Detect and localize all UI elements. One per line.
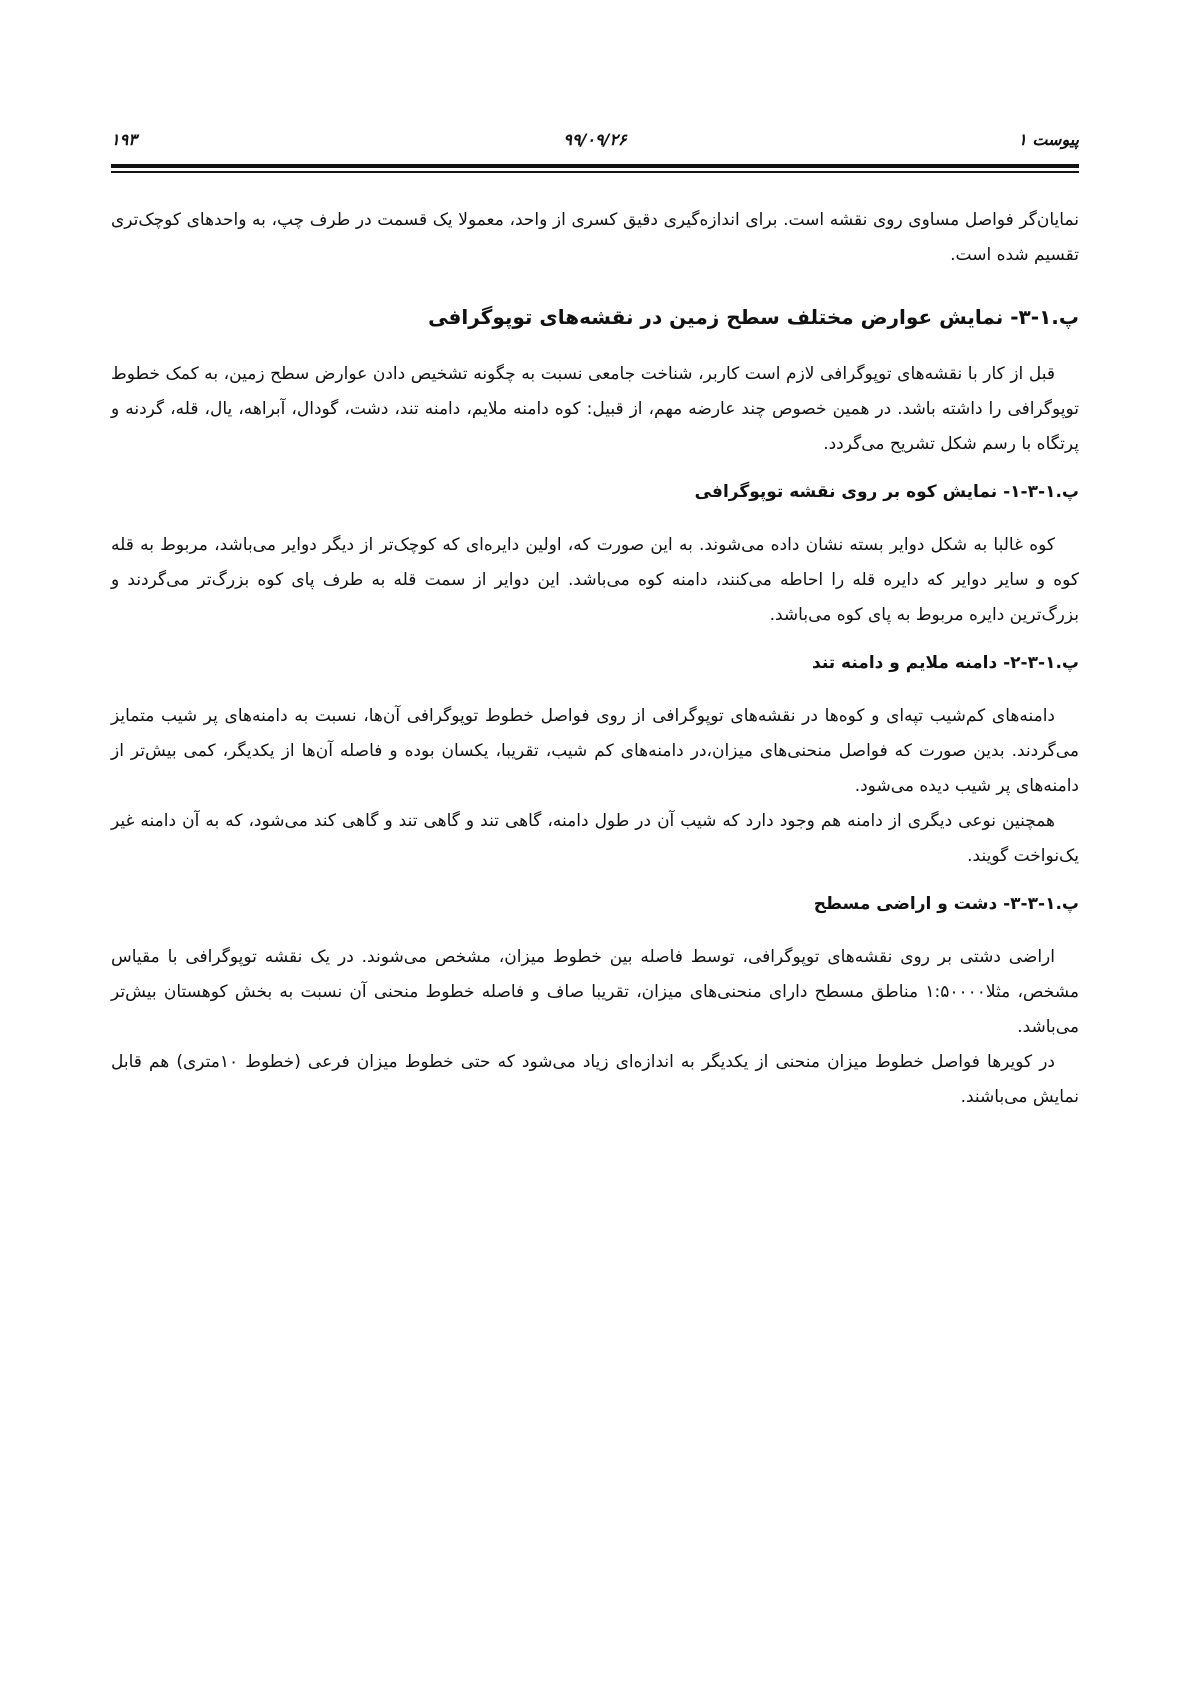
mountain-paragraph: کوه غالبا به شکل دوایر بسته نشان داده می‌شوند. به این صورت که، اولین دایره‌ای که کوچک‌تر از دیگر دوایر می‌باشد، مربوط به قله کوه و سایر دوایر که دایره قله را احاطه می‌کنند، دامنه کوه می‌باشد. این دوایر از سمت قله به طرف پای کوه بزرگ‌تر می‌گردند و بزرگ‌ترین دایره مربوط به پای کوه می‌باشد.	[111, 535, 1079, 625]
subsection-heading-plains: پ.۱-۳-۳- دشت و اراضی مسطح	[813, 894, 1079, 914]
header-date: ۹۹/۰۹/۲۶	[563, 130, 627, 149]
header-rule-thick	[111, 164, 1079, 168]
header-rule-thin	[111, 171, 1079, 173]
section-heading: پ.۱-۳- نمایش عوارض مختلف سطح زمین در نقشه‌های توپوگرافی	[428, 305, 1079, 329]
intro-paragraph: نمایان‌گر فواصل مساوی روی نقشه است. برای اندازه‌گیری دقیق کسری از واحد، معمولا یک قسمت در طرف چپ، به واحدهای کوچک‌تری تقسیم شده است.	[111, 210, 1079, 265]
subsection-heading-mountain: پ.۱-۳-۱- نمایش کوه بر روی نقشه توپوگرافی	[694, 482, 1079, 502]
page-header	[111, 126, 1079, 156]
plains-paragraph-1: اراضی دشتی بر روی نقشه‌های توپوگرافی، توسط فاصله بین خطوط میزان، مشخص می‌شوند. در یک نقشه توپوگرافی با مقیاس مشخص، مثلا۱:۵۰۰۰۰ مناطق مسطح دارای منحنی‌های میزان، تقریبا صاف و فاصله خطوط منحنی آن نسبت به بخش کوهستان بیش‌تر می‌باشد.	[111, 947, 1080, 1037]
plains-paragraph-2: در کویرها فواصل خطوط میزان منحنی از یکدیگر به اندازه‌ای زیاد می‌شود که حتی خطوط میزان فرعی (خطوط ۱۰متری) هم قابل نمایش می‌باشند.	[111, 1052, 1079, 1107]
slopes-paragraph-1: دامنه‌های کم‌شیب تپه‌ای و کوه‌ها در نقشه‌های توپوگرافی از روی فواصل خطوط توپوگرافی آن‌ها، نسبت به دامنه‌های پر شیب متمایز می‌گردند. بدین صورت که فواصل منحنی‌های میزان،در دامنه‌های کم شیب، تقریبا، یکسان بوده و فاصله آن‌ها از یکدیگر، کمی بیش‌تر از دامنه‌های پر شیب دیده می‌شود.	[111, 706, 1079, 796]
appendix-label: پیوست ۱	[1018, 130, 1079, 149]
document-page	[111, 0, 1079, 1684]
slopes-paragraph-2: همچنین نوعی دیگری از دامنه هم وجود دارد که شیب آن در طول دامنه، گاهی تند و گاهی تند و گاهی کند می‌شود، که به آن دامنه غیر یک‌نواخت گویند.	[111, 811, 1079, 866]
subsection-heading-slopes: پ.۱-۳-۲- دامنه ملایم و دامنه تند	[812, 653, 1079, 673]
page-body	[111, 203, 1079, 1129]
section-paragraph: قبل از کار با نقشه‌های توپوگرافی لازم است کاربر، شناخت جامعی نسبت به چگونه تشخیص دادن عوارض سطح زمین، به کمک خطوط توپوگرافی را داشته باشد. در همین خصوص چند عارضه مهم، از قبیل: کوه دامنه ملایم، دامنه تند، دشت، گودال، آبراهه، یال، قله، گردنه و پرتگاه با رسم شکل تشریح می‌گردد.	[111, 364, 1079, 454]
page-number: ۱۹۳	[111, 130, 137, 149]
